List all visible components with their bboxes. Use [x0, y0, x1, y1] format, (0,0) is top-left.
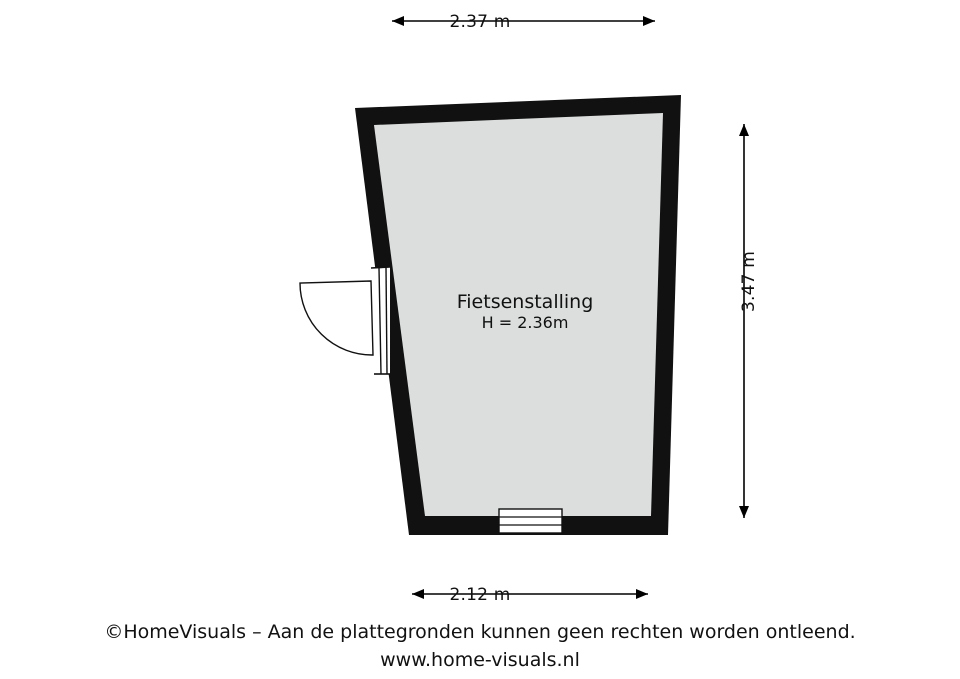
dimension-line-right: [739, 124, 749, 518]
door-swing-arc: [300, 281, 373, 355]
footer-website-text: www.home-visuals.nl: [380, 649, 580, 671]
room-name-label: Fietsenstalling: [456, 291, 594, 313]
window-bottom: [499, 509, 562, 533]
dimension-label-bottom: 2.12 m: [449, 585, 511, 605]
dimension-label-right: 3.47 m: [739, 250, 759, 312]
room-height-label: H = 2.36m: [481, 313, 569, 332]
footer: [0, 618, 960, 674]
footer-copyright-text: ©HomeVisuals – Aan de plattegronden kunnen geen rechten worden ontleend.: [104, 621, 856, 643]
dimension-label-top: 2.37 m: [449, 12, 511, 32]
